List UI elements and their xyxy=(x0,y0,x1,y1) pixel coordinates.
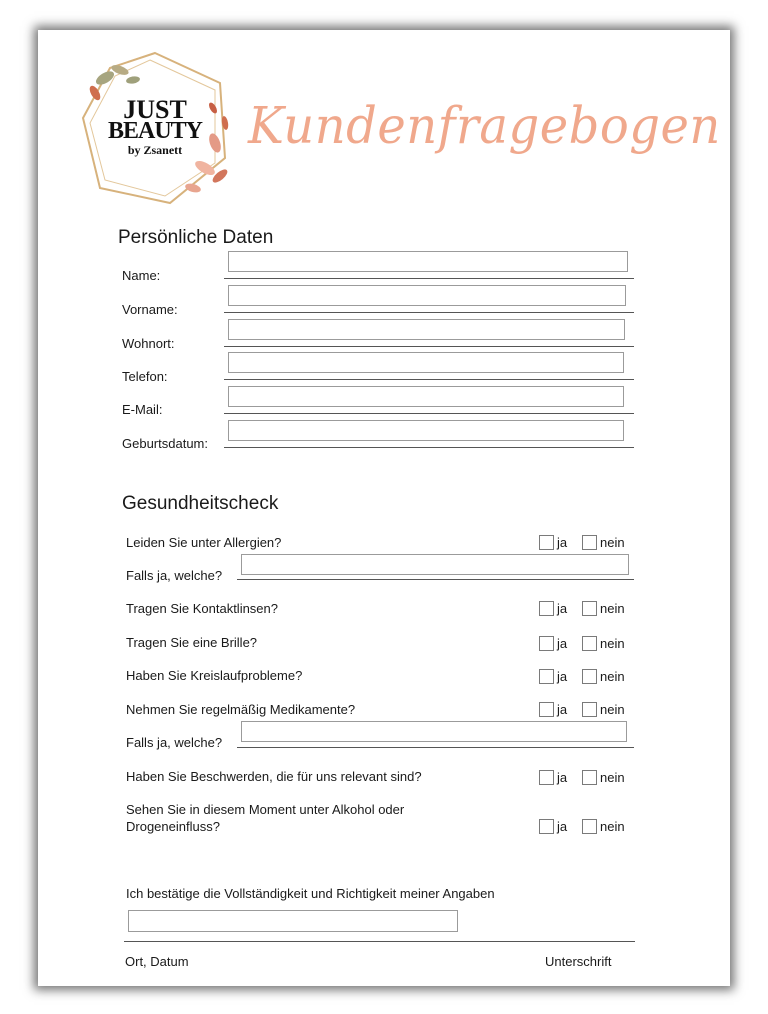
logo-wordmark xyxy=(75,95,235,157)
telefon-input[interactable] xyxy=(228,352,624,373)
wohnort-input[interactable] xyxy=(228,319,625,340)
form-page xyxy=(38,30,730,986)
alcohol-yes-label: ja xyxy=(557,819,568,834)
medication-no-label: nein xyxy=(600,702,625,717)
vorname-underline xyxy=(224,312,634,313)
medication-yes-checkbox[interactable] xyxy=(539,702,554,717)
signature-label: Unterschrift xyxy=(545,954,612,969)
vorname-label: Vorname: xyxy=(122,302,178,317)
contacts-no-checkbox[interactable] xyxy=(582,601,597,616)
confirmation-text: Ich bestätige die Vollständigkeit und Richtigkeit meiner Angaben xyxy=(126,886,495,901)
complaints-no-label: nein xyxy=(600,770,625,785)
name-input[interactable] xyxy=(228,251,628,272)
glasses-no-checkbox[interactable] xyxy=(582,636,597,651)
complaints-yes-checkbox[interactable] xyxy=(539,770,554,785)
alcohol-yes-checkbox[interactable] xyxy=(539,819,554,834)
medication-which-underline xyxy=(237,747,634,748)
health-check-heading: Gesundheitscheck xyxy=(122,493,279,514)
name-underline xyxy=(224,278,634,279)
alcohol-no-label: nein xyxy=(600,819,625,834)
contacts-yes-checkbox[interactable] xyxy=(539,601,554,616)
contacts-no-label: nein xyxy=(600,601,625,616)
signature-line xyxy=(124,941,635,942)
question-alcohol-line-2: Drogeneinfluss? xyxy=(126,819,220,834)
email-label: E-Mail: xyxy=(122,402,163,417)
personal-data-heading: Persönliche Daten xyxy=(118,227,274,248)
medication-no-checkbox[interactable] xyxy=(582,702,597,717)
glasses-yes-label: ja xyxy=(557,636,568,651)
complaints-no-checkbox[interactable] xyxy=(582,770,597,785)
allergies-which-underline xyxy=(237,579,634,580)
medication-which-input[interactable] xyxy=(241,721,627,742)
email-input[interactable] xyxy=(228,386,624,407)
medication-which-label: Falls ja, welche? xyxy=(126,735,223,750)
glasses-yes-checkbox[interactable] xyxy=(539,636,554,651)
contacts-yes-label: ja xyxy=(557,601,568,616)
circulation-yes-label: ja xyxy=(557,669,568,684)
wohnort-underline xyxy=(224,346,634,347)
wohnort-label: Wohnort: xyxy=(122,336,175,351)
place-date-input[interactable] xyxy=(128,910,458,932)
geburtsdatum-input[interactable] xyxy=(228,420,624,441)
question-complaints: Haben Sie Beschwerden, die für uns relevant sind? xyxy=(126,769,422,784)
complaints-yes-label: ja xyxy=(557,770,568,785)
logo xyxy=(75,48,235,208)
geburtsdatum-underline xyxy=(224,447,634,448)
question-glasses: Tragen Sie eine Brille? xyxy=(126,635,258,650)
form-title: Kundenfragebogen xyxy=(248,96,721,156)
email-underline xyxy=(224,413,634,414)
name-label: Name: xyxy=(122,268,161,283)
allergies-which-label: Falls ja, welche? xyxy=(126,568,223,583)
vorname-input[interactable] xyxy=(228,285,626,306)
question-medication: Nehmen Sie regelmäßig Medikamente? xyxy=(126,702,356,717)
circulation-no-label: nein xyxy=(600,669,625,684)
medication-yes-label: ja xyxy=(557,702,568,717)
question-circulation: Haben Sie Kreislaufprobleme? xyxy=(126,668,303,683)
question-allergies: Leiden Sie unter Allergien? xyxy=(126,535,282,550)
glasses-no-label: nein xyxy=(600,636,625,651)
allergies-yes-checkbox[interactable] xyxy=(539,535,554,550)
alcohol-no-checkbox[interactable] xyxy=(582,819,597,834)
circulation-yes-checkbox[interactable] xyxy=(539,669,554,684)
logo-line-3: by Zsanett xyxy=(127,142,183,157)
logo-line-1: JUST xyxy=(123,95,187,124)
place-date-label: Ort, Datum xyxy=(125,954,189,969)
logo-line-2: BEAUTY xyxy=(107,118,203,145)
allergies-yes-label: ja xyxy=(557,535,568,550)
telefon-underline xyxy=(224,379,634,380)
circulation-no-checkbox[interactable] xyxy=(582,669,597,684)
geburtsdatum-label: Geburtsdatum: xyxy=(122,436,208,451)
allergies-no-checkbox[interactable] xyxy=(582,535,597,550)
question-contacts: Tragen Sie Kontaktlinsen? xyxy=(126,601,279,616)
allergies-no-label: nein xyxy=(600,535,625,550)
allergies-which-input[interactable] xyxy=(241,554,629,575)
question-alcohol-line-1: Sehen Sie in diesem Moment unter Alkohol oder xyxy=(126,802,405,817)
telefon-label: Telefon: xyxy=(122,369,168,384)
